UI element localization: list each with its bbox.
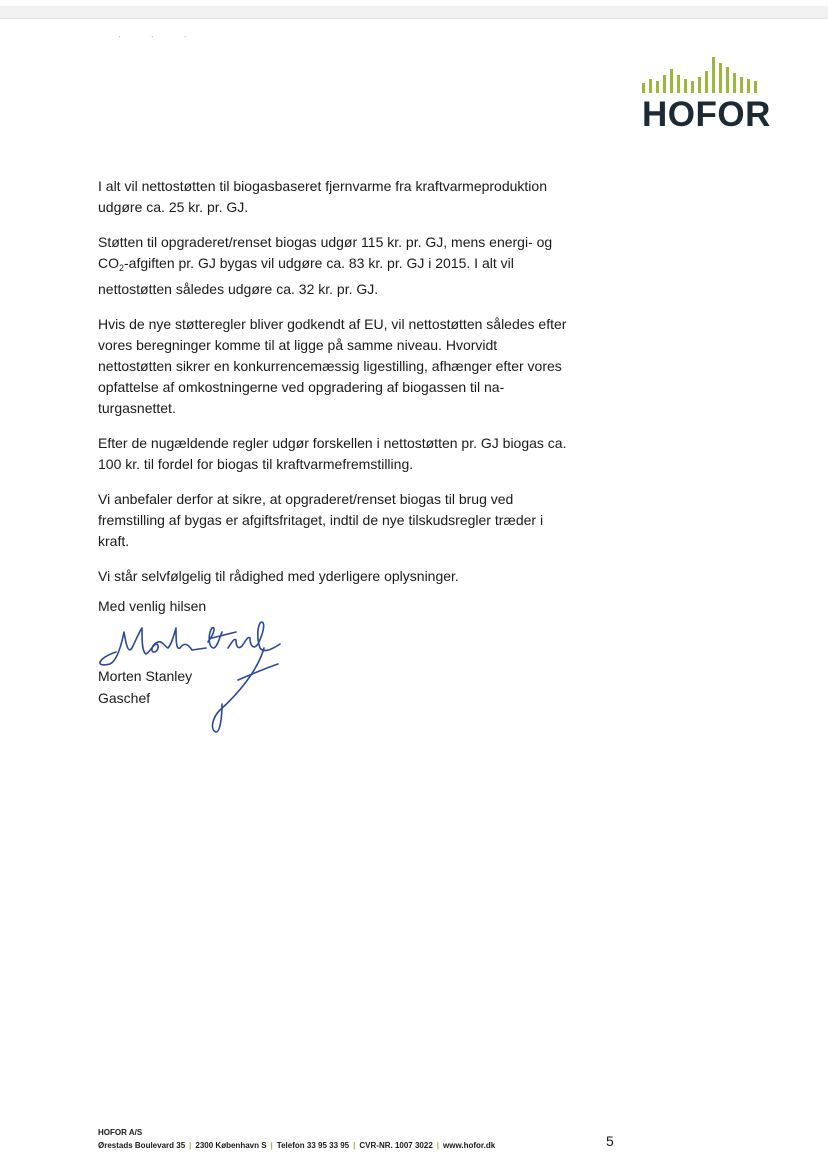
logo-bar [740,77,743,93]
logo-bar [691,81,694,93]
text-line: Efter de nugældende regler udgør forskellen i nettostøtten pr. GJ biogas ca. [98,435,567,451]
footer-website-link[interactable]: www.hofor.dk [443,1141,496,1150]
footer-cvr: CVR-NR. 1007 3022 [359,1141,433,1150]
text-line: vores beregninger komme til at ligge på samme niveau. Hvorvidt [98,337,498,353]
text-line: Støtten til opgraderet/renset biogas udgør 115 kr. pr. GJ, mens energi- og [98,234,553,250]
signer-title: Gaschef [98,690,151,706]
text-line: fremstilling af bygas er afgiftsfritaget, indtil de nye tilskudsregler træder i [98,512,544,528]
paragraph-5 [98,489,628,552]
text-line: nettostøtten sikrer en konkurrencemæssig ligestilling, afhænger efter vores [98,358,562,374]
text-line: I alt vil nettostøtten til biogasbaseret fjernvarme fra kraftvarmeproduktion [98,178,547,194]
paragraph-1 [98,176,628,218]
co2-prefix: CO [98,255,119,271]
footer-separator: | [189,1141,192,1150]
logo-wordmark: HOFOR [642,95,771,134]
logo-bars-icon [640,55,768,97]
text-line: 100 kr. til fordel for biogas til kraftvarmefremstilling. [98,456,414,472]
paragraph-3 [98,314,628,419]
logo-bar [684,79,687,93]
logo-bar [726,67,729,93]
footer-phone: Telefon 33 95 33 95 [276,1141,350,1150]
logo-bar [656,81,659,93]
co2-subscript: 2 [119,263,125,273]
footer-separator: | [353,1141,356,1150]
logo-bar [747,79,750,93]
footer-company: HOFOR A/S [98,1128,143,1137]
logo-bar [712,57,715,93]
paragraph-4 [98,433,628,475]
page-number: 5 [606,1133,614,1149]
hofor-logo [640,55,771,134]
logo-bar [649,79,652,93]
logo-bar [705,71,708,93]
paragraph-2 [98,232,628,300]
logo-bar [719,63,722,93]
logo-bar [698,77,701,93]
text-line: opfattelse af omkostningerne ved opgradering af biogassen til na- [98,379,505,395]
text-line: nettostøtten således udgøre ca. 32 kr. pr. GJ. [98,281,379,297]
logo-bar [754,81,757,93]
scan-edge [0,6,828,19]
footer-city: 2300 København S [195,1141,267,1150]
logo-bar [663,75,666,93]
scan-marks: · · · [118,32,201,41]
footer-separator: | [270,1141,273,1150]
footer [98,1126,495,1152]
signer-block [98,665,192,709]
footer-address: Ørestads Boulevard 35 [98,1141,186,1150]
logo-bar [677,75,680,93]
signer-name: Morten Stanley [98,668,193,684]
closing-greeting: Med venlig hilsen [98,598,207,614]
text-line: -afgiften pr. GJ bygas vil udgøre ca. 83 kr. pr. GJ i 2015. I alt vil [124,255,514,271]
text-line: turgasnettet. [98,400,176,416]
footer-contact [98,1139,495,1152]
footer-separator: | [436,1141,440,1150]
logo-bar [733,73,736,93]
text-line: udgøre ca. 25 kr. pr. GJ. [98,199,249,215]
text-line: Vi står selvfølgelig til rådighed med yderligere oplysninger. [98,568,459,584]
letter-body [98,176,628,601]
logo-bar [642,83,645,93]
paragraph-6 [98,566,628,587]
logo-bar [670,69,673,93]
text-line: Vi anbefaler derfor at sikre, at opgraderet/renset biogas til brug ved [98,491,514,507]
text-line: kraft. [98,533,130,549]
text-line: Hvis de nye støtteregler bliver godkendt af EU, vil nettostøtten således efter [98,316,567,332]
